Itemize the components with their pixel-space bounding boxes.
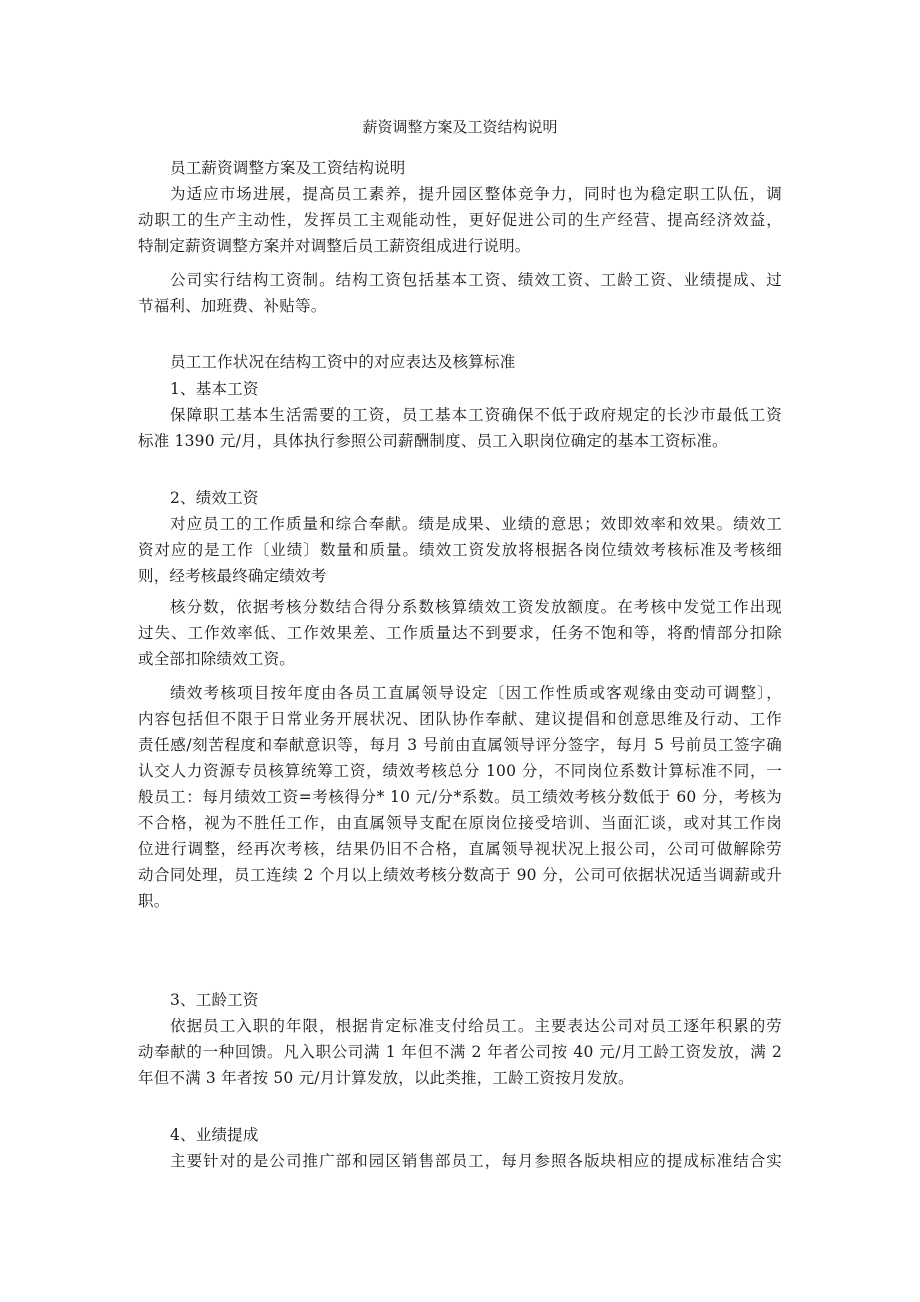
paragraph-line: 1、基本工资 — [170, 380, 259, 398]
paragraph-line: 依据员工入职的年限，根据肯定标准支付给员工。主要表达公司对员工逐年积累的劳 — [170, 1017, 782, 1035]
paragraph-line: 过失、工作效率低、工作效果差、工作质量达不到要求，任务不饱和等，将酌情部分扣除 — [138, 624, 782, 642]
paragraph-line: 3、工龄工资 — [170, 991, 259, 1009]
paragraph-line: 4、业绩提成 — [170, 1126, 259, 1144]
paragraph-line: 职。 — [138, 892, 170, 910]
document-title: 薪资调整方案及工资结构说明 — [362, 118, 558, 136]
paragraph-line: 或全部扣除绩效工资。 — [138, 650, 296, 668]
paragraph-line: 保障职工基本生活需要的工资，员工基本工资确保不低于政府规定的长沙市最低工资 — [170, 406, 782, 424]
paragraph-line: 标准 1390 元/月，具体执行参照公司薪酬制度、员工入职岗位确定的基本工资标准。 — [138, 432, 728, 450]
paragraph-line: 则，经考核最终确定绩效考 — [138, 567, 327, 585]
paragraph-line: 为适应市场进展，提高员工素养，提升园区整体竞争力，同时也为稳定职工队伍，调 — [170, 185, 782, 203]
paragraph-line: 绩效考核项目按年度由各员工直属领导设定〔因工作性质或客观缘由变动可调整〕， — [170, 684, 782, 702]
paragraph-line: 资对应的是工作〔业绩〕数量和质量。绩效工资发放将根据各岗位绩效考核标准及考核细 — [138, 541, 782, 559]
paragraph-line: 核分数，依据考核分数结合得分系数核算绩效工资发放额度。在考核中发觉工作出现 — [170, 598, 782, 616]
paragraph-line: 内容包括但不限于日常业务开展状况、团队协作奉献、建议提倡和创意思维及行动、工作 — [138, 710, 782, 728]
paragraph-line: 般员工：每月绩效工资=考核得分* 10 元/分*系数。员工绩效考核分数低于 60 分，考核为 — [138, 788, 782, 806]
paragraph-line: 位进行调整，经再次考核，结果仍旧不合格，直属领导视状况上报公司，公司可做解除劳 — [138, 840, 782, 858]
paragraph-line: 2、绩效工资 — [170, 489, 259, 507]
paragraph-line: 动职工的生产主动性，发挥员工主观能动性，更好促进公司的生产经营、提高经济效益， — [138, 211, 782, 229]
paragraph-line: 责任感/刻苦程度和奉献意识等，每月 3 号前由直属领导评分签字，每月 5 号前员工签字确 — [138, 736, 782, 754]
paragraph-line: 特制定薪资调整方案并对调整后员工薪资组成进行说明。 — [138, 237, 531, 255]
paragraph-line: 员工工作状况在结构工资中的对应表达及核算标准 — [170, 353, 516, 371]
paragraph-line: 年但不满 3 年者按 50 元/月计算发放，以此类推，工龄工资按月发放。 — [138, 1069, 634, 1087]
paragraph-line: 认交人力资源专员核算统筹工资，绩效考核总分 100 分，不同岗位系数计算标准不同，一 — [138, 762, 782, 780]
paragraph-line: 节福利、加班费、补贴等。 — [138, 297, 327, 315]
paragraph-line: 主要针对的是公司推广部和园区销售部员工，每月参照各版块相应的提成标准结合实 — [170, 1152, 782, 1170]
paragraph-line: 员工薪资调整方案及工资结构说明 — [170, 159, 406, 177]
paragraph-line: 公司实行结构工资制。结构工资包括基本工资、绩效工资、工龄工资、业绩提成、过 — [170, 271, 782, 289]
paragraph-line: 对应员工的工作质量和综合奉献。绩是成果、业绩的意思；效即效率和效果。绩效工 — [170, 515, 782, 533]
paragraph-line: 动合同处理，员工连续 2 个月以上绩效考核分数高于 90 分，公司可依据状况适当调薪或升 — [138, 866, 782, 884]
paragraph-line: 不合格，视为不胜任工作，由直属领导支配在原岗位接受培训、当面汇谈，或对其工作岗 — [138, 814, 782, 832]
paragraph-line: 动奉献的一种回馈。凡入职公司满 1 年但不满 2 年者公司按 40 元/月工龄工资发放，满 2 — [138, 1043, 782, 1061]
